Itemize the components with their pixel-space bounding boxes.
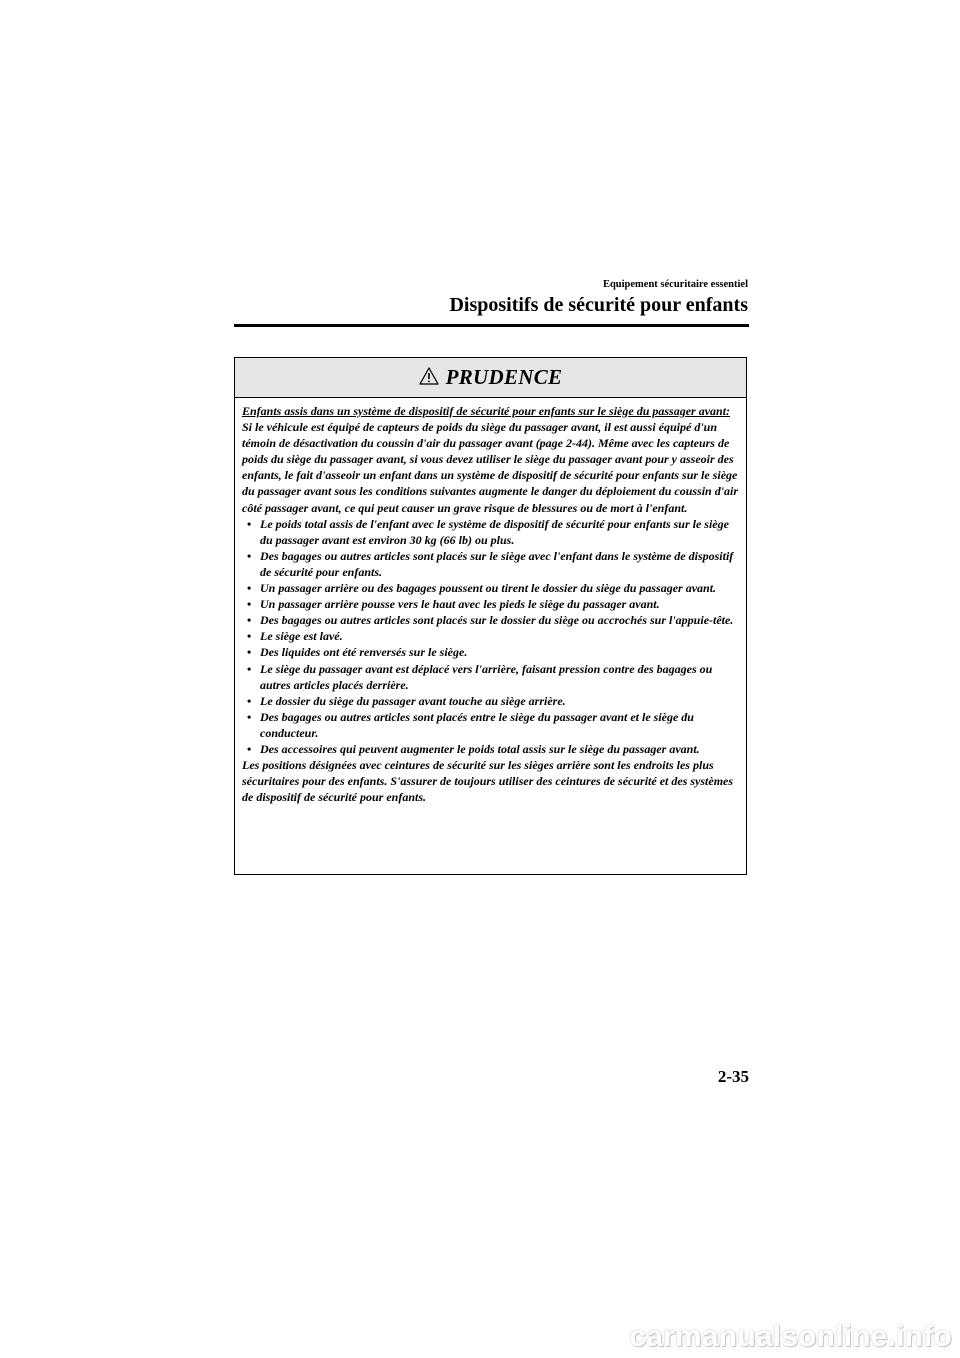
- caution-box: [234, 357, 747, 875]
- list-item: • Des bagages ou autres articles sont placés entre le siège du passager avant et le siège du conducteur.: [242, 709, 739, 741]
- caution-body: [235, 398, 746, 805]
- list-item: • Le siège du passager avant est déplacé vers l'arrière, faisant pression contre des bagages ou autres articles placés derrière.: [242, 661, 739, 693]
- list-item: • Un passager arrière ou des bagages poussent ou tirent le dossier du siège du passager avant.: [242, 580, 739, 596]
- caution-title: PRUDENCE: [445, 365, 563, 389]
- header-divider: [234, 324, 749, 327]
- list-item: • Un passager arrière pousse vers le haut avec les pieds le siège du passager avant.: [242, 596, 739, 612]
- list-item: • Des accessoires qui peuvent augmenter le poids total assis sur le siège du passager avant.: [242, 741, 739, 757]
- list-item: • Le dossier du siège du passager avant touche au siège arrière.: [242, 693, 739, 709]
- condition-list: [242, 516, 739, 757]
- section-label: Equipement sécuritaire essentiel: [602, 279, 748, 290]
- list-item: • Des bagages ou autres articles sont placés sur le dossier du siège ou accrochés sur l'appuie-tête.: [242, 612, 739, 628]
- page-title: Dispositifs de sécurité pour enfants: [449, 294, 748, 316]
- list-item: • Des bagages ou autres articles sont placés sur le siège avec l'enfant dans le système de dispositif de sécurité pour enfants.: [242, 548, 739, 580]
- warning-triangle-icon: [419, 367, 439, 385]
- caution-header: [235, 358, 746, 398]
- list-item: • Le siège est lavé.: [242, 628, 739, 644]
- list-item: • Des liquides ont été renversés sur le siège.: [242, 644, 739, 660]
- caution-intro: Si le véhicule est équipé de capteurs de poids du siège du passager avant, il est aussi équipé d'un témoin de désactivation du coussin d'air du passager avant (page 2-44). Même avec les capteurs de poids du siège du passager avant, si vous devez utiliser le siège du passager avant pour y asseoir des enfants, le fait d'asseoir un enfant dans un système de dispositif de sécurité pour enfants sur le siège du passager avant sous les conditions suivantes augmente le danger du déploiement du coussin d'air côté passager avant, ce qui peut causer un grave risque de blessures ou de mort à l'enfant.: [242, 420, 739, 515]
- caution-closing: Les positions désignées avec ceintures de sécurité sur les sièges arrière sont les endroits les plus sécuritaires pour des enfants. S'assurer de toujours utiliser des ceintures de sécurité et des systèmes de dispositif de sécurité pour enfants.: [242, 758, 734, 805]
- list-item: • Le poids total assis de l'enfant avec le système de dispositif de sécurité pour enfants sur le siège du passager avant est environ 30 kg (66 lb) ou plus.: [242, 516, 739, 548]
- caution-subheading: Enfants assis dans un système de dispositif de sécurité pour enfants sur le siège du passager avant:: [242, 404, 731, 418]
- page-number: 2-35: [717, 1067, 749, 1086]
- watermark[interactable]: carmanualsonline.info: [629, 1320, 952, 1353]
